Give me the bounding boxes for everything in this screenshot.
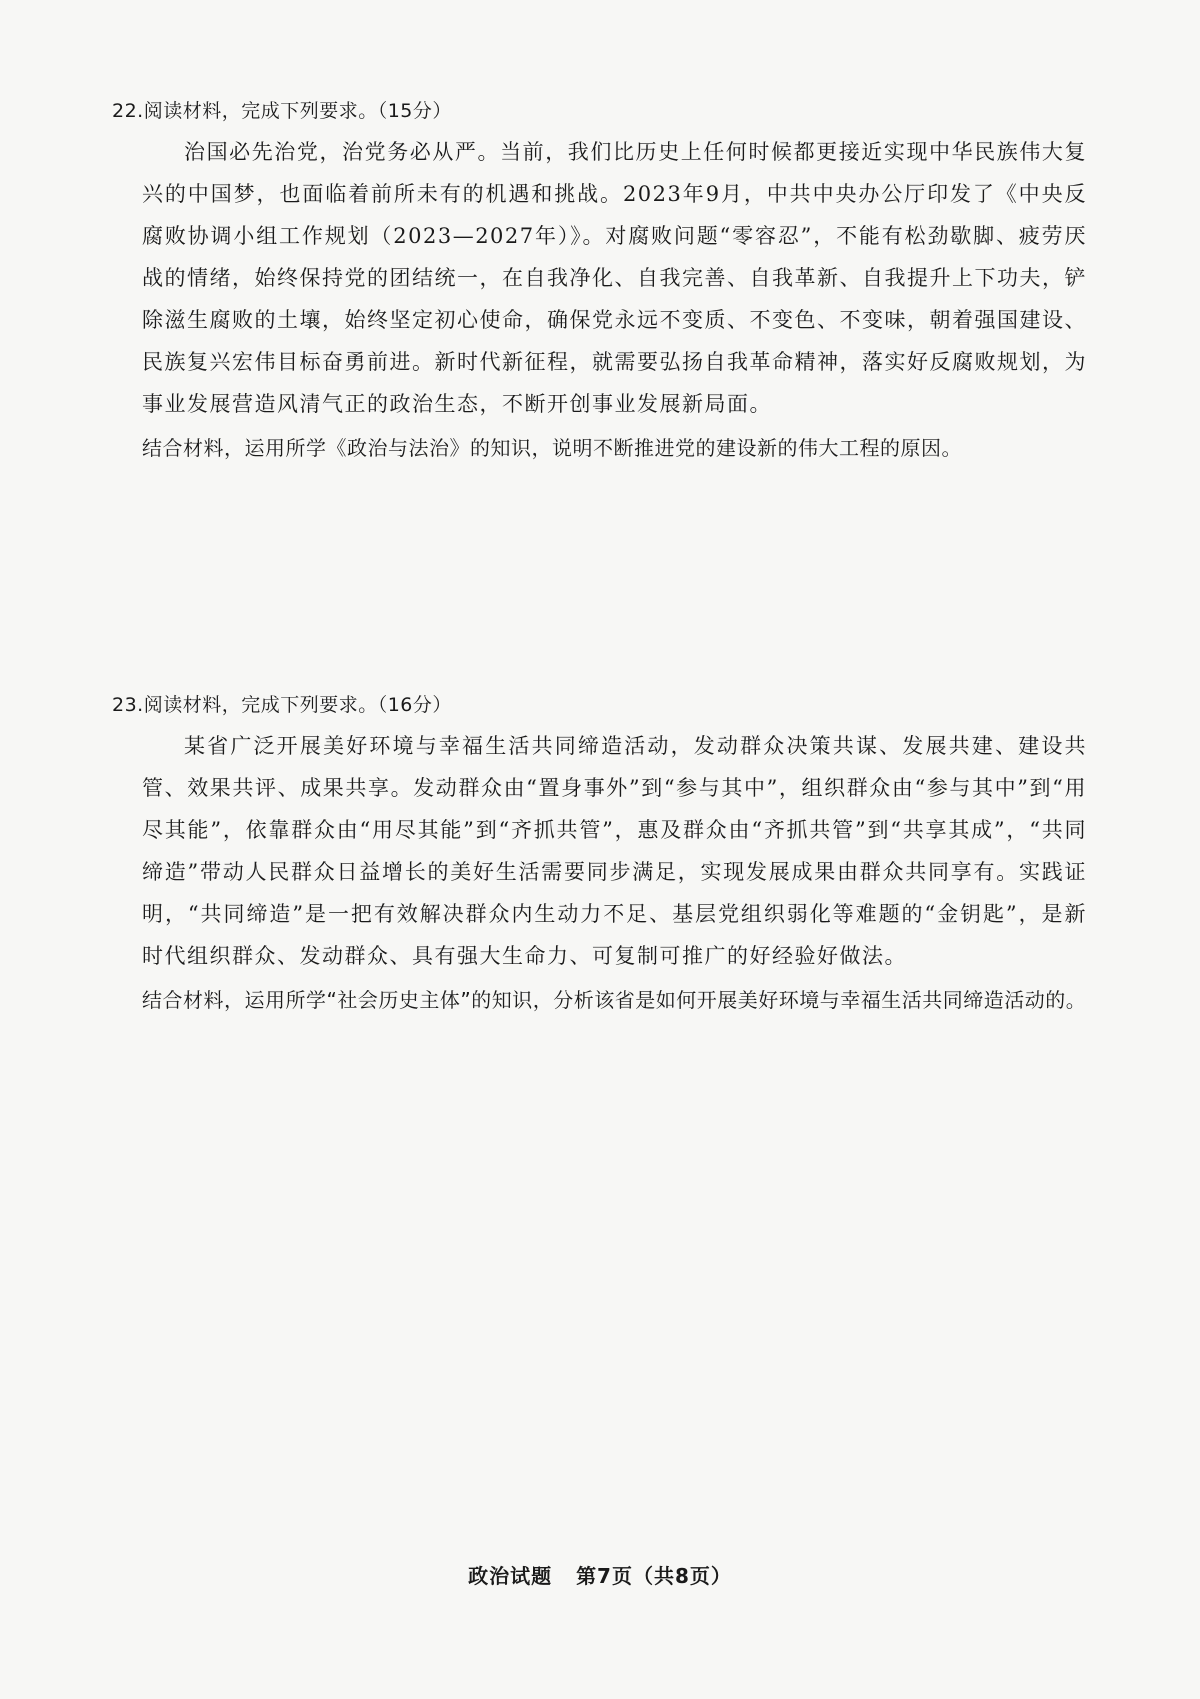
question-23-header: 23.阅读材料，完成下列要求。（16分） [112, 694, 452, 716]
question-22-header: 22.阅读材料，完成下列要求。（15分） [112, 100, 452, 122]
question-23-material: 某省广泛开展美好环境与幸福生活共同缔造活动，发动群众决策共谋、发展共建、建设共管、效果共评、成果共享。发动群众由“置身事外”到“参与其中”，组织群众由“参与其中”到“用尽其能”，依靠群众由“用尽其能”到“齐抓共管”，惠及群众由“齐抓共管”到“共享其成”，“共同缔造”带动人民群众日益增长的美好生活需要同步满足，实现发展成果由群众共同享有。实践证明，“共同缔造”是一把有效解决群众内生动力不足、基层党组织弱化等难题的“金钥匙”，是新时代组织群众、发动群众、具有强大生命力、可复制可推广的好经验好做法。 [142, 734, 1087, 968]
question-22-prompt: 结合材料，运用所学《政治与法治》的知识，说明不断推进党的建设新的伟大工程的原因。 [142, 436, 962, 460]
footer-subject: 政治试题 [468, 1564, 553, 1588]
question-23 [112, 688, 1087, 1021]
question-23-prompt: 结合材料，运用所学“社会历史主体”的知识，分析该省是如何开展美好环境与幸福生活共同缔造活动的。 [142, 988, 1087, 1012]
question-22-material: 治国必先治党，治党务必从严。当前，我们比历史上任何时候都更接近实现中华民族伟大复兴的中国梦，也面临着前所未有的机遇和挑战。2023年9月，中共中央办公厅印发了《中央反腐败协调小组工作规划（2023—2027年）》。对腐败问题“零容忍”，不能有松劲歇脚、疲劳厌战的情绪，始终保持党的团结统一，在自我净化、自我完善、自我革新、自我提升上下功夫，铲除滋生腐败的土壤，始终坚定初心使命，确保党永远不变质、不变色、不变味，朝着强国建设、民族复兴宏伟目标奋勇前进。新时代新征程，就需要弘扬自我革命精神，落实好反腐败规划，为事业发展营造风清气正的政治生态，不断开创事业发展新局面。 [142, 140, 1087, 416]
question-22 [112, 94, 1087, 469]
page-footer [0, 1560, 1200, 1589]
footer-page-number: 第7页（共8页） [576, 1564, 732, 1588]
